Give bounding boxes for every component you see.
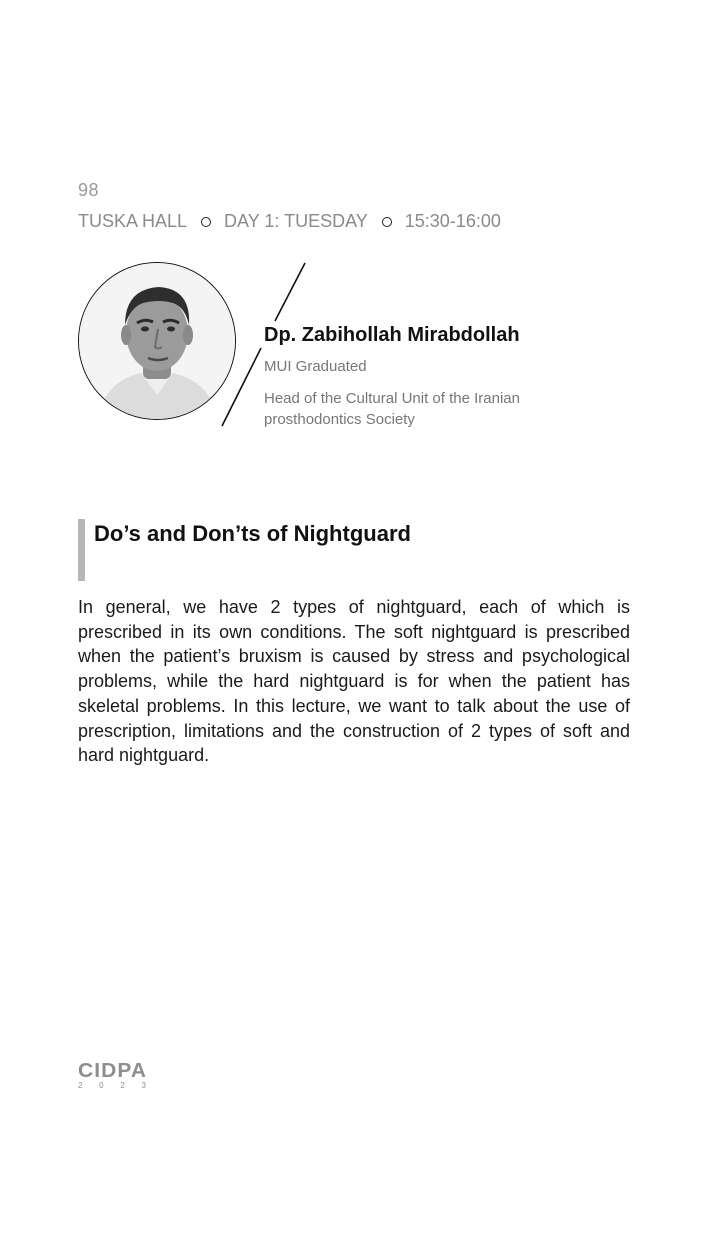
speaker-role: Head of the Cultural Unit of the Iranian prosthodontics Society xyxy=(264,390,520,428)
logo-year-digit: 0 xyxy=(99,1081,104,1090)
title-accent-bar xyxy=(78,519,85,581)
session-time: 15:30-16:00 xyxy=(404,211,501,231)
talk-abstract: In general, we have 2 types of nightguard, each of which is prescribed in its own conditions. The soft nightguard is prescribed when the patient’s bruxism is caused by stress and psychological problems, while the hard nightguard is for when the patient has skeletal problems. In this lecture, we want to talk about the use of prescription, limitations and the construction of 2 types of soft and hard nightguard. xyxy=(78,597,630,766)
logo-year-digit: 2 xyxy=(78,1081,83,1090)
session-hall: TUSKA HALL xyxy=(78,211,188,231)
logo-wordmark: CIDPA xyxy=(78,1060,148,1082)
logo-year-digit: 2 xyxy=(120,1081,125,1090)
cidpa-logo xyxy=(78,1061,148,1090)
circle-separator-icon xyxy=(382,217,392,227)
session-day: DAY 1: TUESDAY xyxy=(224,211,368,231)
logo-year xyxy=(78,1081,146,1090)
circle-separator-icon xyxy=(201,217,211,227)
speaker-photo xyxy=(78,262,236,420)
page-number: 98 xyxy=(78,180,100,200)
logo-year-digit: 3 xyxy=(141,1081,146,1090)
speaker-affiliation: MUI Graduated xyxy=(264,358,367,375)
session-info xyxy=(78,211,501,232)
talk-title: Do’s and Don’ts of Nightguard xyxy=(94,521,411,546)
speaker-name: Dp. Zabihollah Mirabdollah xyxy=(264,324,520,346)
